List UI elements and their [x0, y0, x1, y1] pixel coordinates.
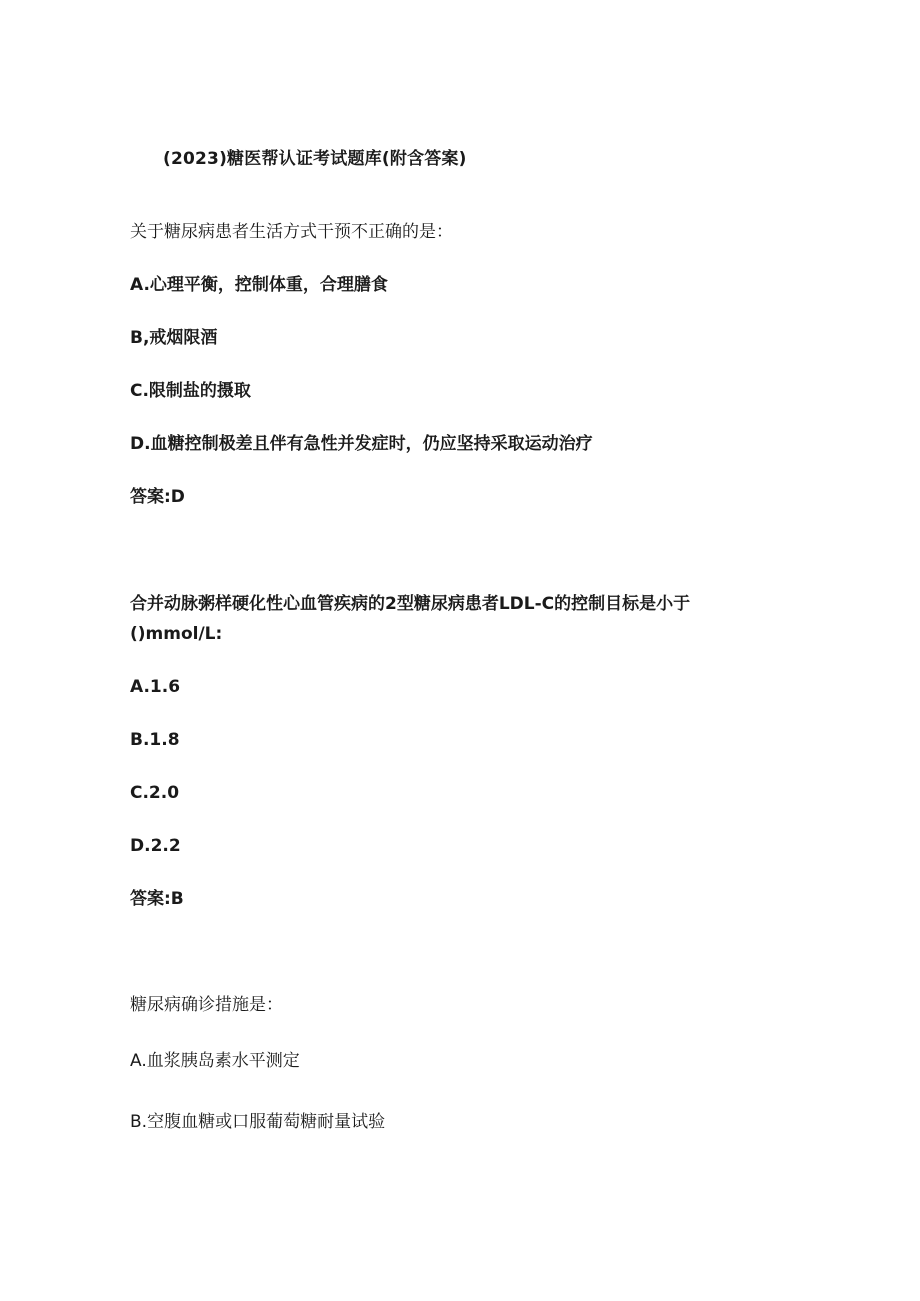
option-b: B,戒烟限酒 — [130, 328, 218, 348]
option-a: A.1.6 — [130, 677, 181, 697]
answer: 答案:D — [130, 487, 185, 507]
question-stem: 关于糖尿病患者生活方式干预不正确的是： — [130, 222, 453, 242]
document-title: (2023)糖医帮认证考试题库(附含答案) — [163, 149, 467, 169]
option-a: A.血浆胰岛素水平测定 — [130, 1051, 300, 1071]
option-b: B.空腹血糖或口服葡萄糖耐量试验 — [130, 1112, 386, 1132]
option-d: D.2.2 — [130, 836, 181, 856]
option-c: C.限制盐的摄取 — [130, 381, 251, 401]
question-stem: 合并动脉粥样硬化性心血管疾病的2型糖尿病患者LDL-C的控制目标是小于()mmol/L: — [130, 594, 691, 644]
question-stem: 糖尿病确诊措施是： — [130, 995, 283, 1015]
option-a: A.心理平衡，控制体重，合理膳食 — [130, 275, 388, 295]
option-c: C.2.0 — [130, 783, 180, 803]
option-d: D.血糖控制极差且伴有急性并发症时，仍应坚持采取运动治疗 — [130, 434, 593, 454]
option-b: B.1.8 — [130, 730, 180, 750]
answer: 答案:B — [130, 889, 184, 909]
